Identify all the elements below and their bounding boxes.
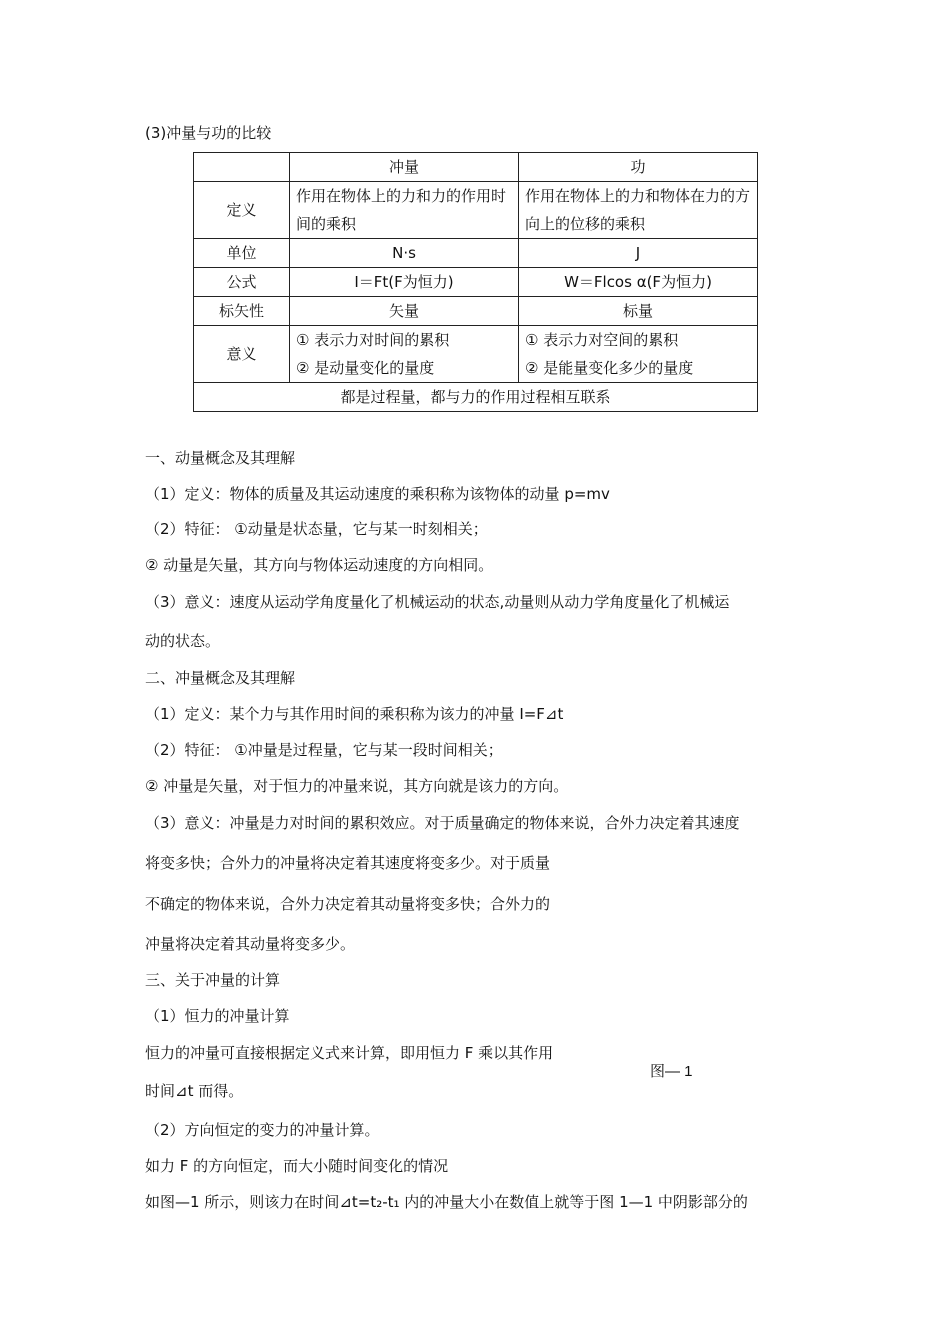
- impulse-meaning: [290, 326, 519, 383]
- heading-momentum: 一、动量概念及其理解: [145, 449, 296, 467]
- work-meaning-1: ① 表示力对空间的累积: [525, 331, 679, 349]
- work-definition: 作用在物体上的力和物体在力的方向上的位移的乘积: [519, 182, 758, 239]
- table-row: [194, 239, 758, 268]
- impulse-formula: I＝Ft(F为恒力): [290, 268, 519, 297]
- table-row: [194, 182, 758, 239]
- section-title: (3)冲量与功的比较: [145, 124, 272, 142]
- impulse-vector-scalar: 矢量: [290, 297, 519, 326]
- row-label-meaning: 意义: [194, 326, 290, 383]
- work-vector-scalar: 标量: [519, 297, 758, 326]
- paragraph-line: 如力 F 的方向恒定，而大小随时间变化的情况: [145, 1157, 449, 1175]
- paragraph-line: （3）意义：速度从运动学角度量化了机械运动的状态,动量则从动力学角度量化了机械运: [145, 593, 730, 611]
- paragraph-line: ② 动量是矢量，其方向与物体运动速度的方向相同。: [145, 556, 494, 574]
- paragraph-line: （2）特征： ①冲量是过程量，它与某一段时间相关；: [145, 741, 503, 759]
- common-feature: 都是过程量，都与力的作用过程相互联系: [194, 383, 758, 412]
- paragraph-line: 动的状态。: [145, 632, 221, 650]
- paragraph-line: （1）定义：物体的质量及其运动速度的乘积称为该物体的动量 p=mv: [145, 485, 610, 503]
- paragraph-line: 将变多快；合外力的冲量将决定着其速度将变多少。对于质量: [145, 854, 551, 872]
- paragraph-line: 不确定的物体来说，合外力决定着其动量将变多快；合外力的: [145, 895, 551, 913]
- header-work: 功: [519, 153, 758, 182]
- paragraph-line: 冲量将决定着其动量将变多少。: [145, 935, 356, 953]
- paragraph-line: （3）意义：冲量是力对时间的累积效应。对于质量确定的物体来说，合外力决定着其速度: [145, 814, 740, 832]
- impulse-unit: N·s: [290, 239, 519, 268]
- table-header-row: [194, 153, 758, 182]
- paragraph-line: 如图—1 所示，则该力在时间⊿t=t₂-t₁ 内的冲量大小在数值上就等于图 1—1 中阴影部分的: [145, 1193, 748, 1211]
- paragraph-line: （1）恒力的冲量计算: [145, 1007, 290, 1025]
- row-label-formula: 公式: [194, 268, 290, 297]
- paragraph-line: ② 冲量是矢量，对于恒力的冲量来说，其方向就是该力的方向。: [145, 777, 569, 795]
- figure-label: 图— 1: [650, 1063, 693, 1080]
- paragraph-line: （2）方向恒定的变力的冲量计算。: [145, 1121, 380, 1139]
- paragraph-line: 恒力的冲量可直接根据定义式来计算，即用恒力 F 乘以其作用: [145, 1044, 554, 1062]
- paragraph-line: （1）定义：某个力与其作用时间的乘积称为该力的冲量 I=F⊿t: [145, 705, 564, 723]
- impulse-meaning-2: ② 是动量变化的量度: [296, 359, 435, 377]
- table-row: [194, 326, 758, 383]
- paragraph-line: 时间⊿t 而得。: [145, 1082, 244, 1100]
- row-label-definition: 定义: [194, 182, 290, 239]
- row-label-vector-scalar: 标矢性: [194, 297, 290, 326]
- comparison-table: [193, 152, 758, 412]
- table-row: [194, 297, 758, 326]
- header-impulse: 冲量: [290, 153, 519, 182]
- table-row: [194, 383, 758, 412]
- impulse-meaning-1: ① 表示力对时间的累积: [296, 331, 450, 349]
- row-label-unit: 单位: [194, 239, 290, 268]
- work-unit: J: [519, 239, 758, 268]
- heading-impulse: 二、冲量概念及其理解: [145, 669, 296, 687]
- heading-impulse-calc: 三、关于冲量的计算: [145, 971, 281, 989]
- impulse-definition: 作用在物体上的力和力的作用时间的乘积: [290, 182, 519, 239]
- paragraph-line: （2）特征： ①动量是状态量，它与某一时刻相关；: [145, 520, 488, 538]
- table-row: [194, 268, 758, 297]
- work-formula: W＝Flcos α(F为恒力): [519, 268, 758, 297]
- work-meaning-2: ② 是能量变化多少的量度: [525, 359, 694, 377]
- work-meaning: [519, 326, 758, 383]
- header-empty: [194, 153, 290, 182]
